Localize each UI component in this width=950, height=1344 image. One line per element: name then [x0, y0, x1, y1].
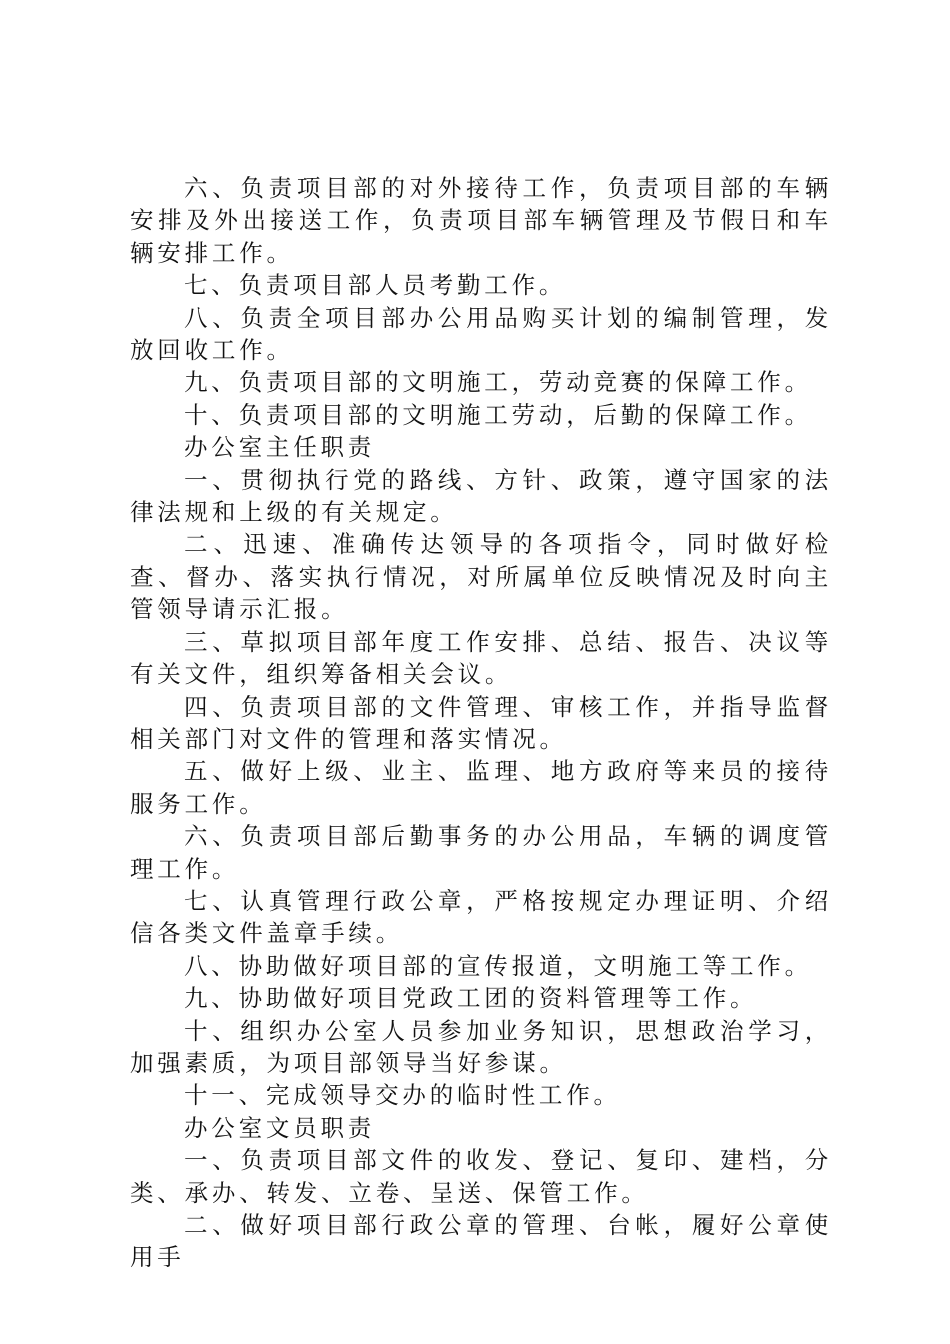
director-duty-5: 五、做好上级、业主、监理、地方政府等来员的接待服务工作。: [130, 757, 832, 818]
section-heading-office-clerk: 办公室文员职责: [184, 1113, 376, 1142]
director-duty-3: 三、草拟项目部年度工作安排、总结、报告、决议等有关文件，组织筹备相关会议。: [130, 627, 832, 689]
director-duty-4: 四、负责项目部的文件管理、审核工作，并指导监督相关部门对文件的管理和落实情况。: [130, 692, 832, 753]
director-duty-8: 八、协助做好项目部的宣传报道，文明施工等工作。: [184, 951, 812, 980]
director-duty-2: 二、迅速、准确传达领导的各项指令，同时做好检查、督办、落实执行情况，对所属单位反映情况及时向主管领导请示汇报。: [130, 530, 832, 624]
director-duty-10: 十、组织办公室人员参加业务知识，思想政治学习，加强素质，为项目部领导当好参谋。: [130, 1016, 832, 1077]
clerk-duty-1: 一、负责项目部文件的收发、登记、复印、建档，分类、承办、转发、立卷、呈送、保管工作。: [130, 1146, 832, 1207]
director-duty-7: 七、认真管理行政公章，严格按规定办理证明、介绍信各类文件盖章手续。: [130, 886, 832, 948]
paragraph-9-civilized-construction: 九、负责项目部的文明施工，劳动竞赛的保障工作。: [184, 368, 812, 397]
section-heading-office-director: 办公室主任职责: [184, 433, 376, 462]
paragraph-7-attendance: 七、负责项目部人员考勤工作。: [184, 271, 567, 300]
paragraph-8-office-supplies: 八、负责全项目部办公用品购买计划的编制管理，发放回收工作。: [130, 303, 832, 365]
director-duty-6: 六、负责项目部后勤事务的办公用品，车辆的调度管理工作。: [130, 822, 832, 883]
clerk-duty-2: 二、做好项目部行政公章的管理、台帐，履好公章使用手: [130, 1211, 832, 1272]
director-duty-11: 十一、完成领导交办的临时性工作。: [184, 1081, 621, 1110]
director-duty-9: 九、协助做好项目党政工团的资料管理等工作。: [184, 984, 758, 1013]
paragraph-6-vehicles: 六、负责项目部的对外接待工作，负责项目部的车辆安排及外出接送工作，负责项目部车辆管理及节假日和车辆安排工作。: [130, 174, 832, 267]
paragraph-10-logistics: 十、负责项目部的文明施工劳动，后勤的保障工作。: [184, 400, 812, 429]
director-duty-1: 一、贯彻执行党的路线、方针、政策，遵守国家的法律法规和上级的有关规定。: [130, 465, 832, 527]
document-page: [130, 172, 832, 1274]
